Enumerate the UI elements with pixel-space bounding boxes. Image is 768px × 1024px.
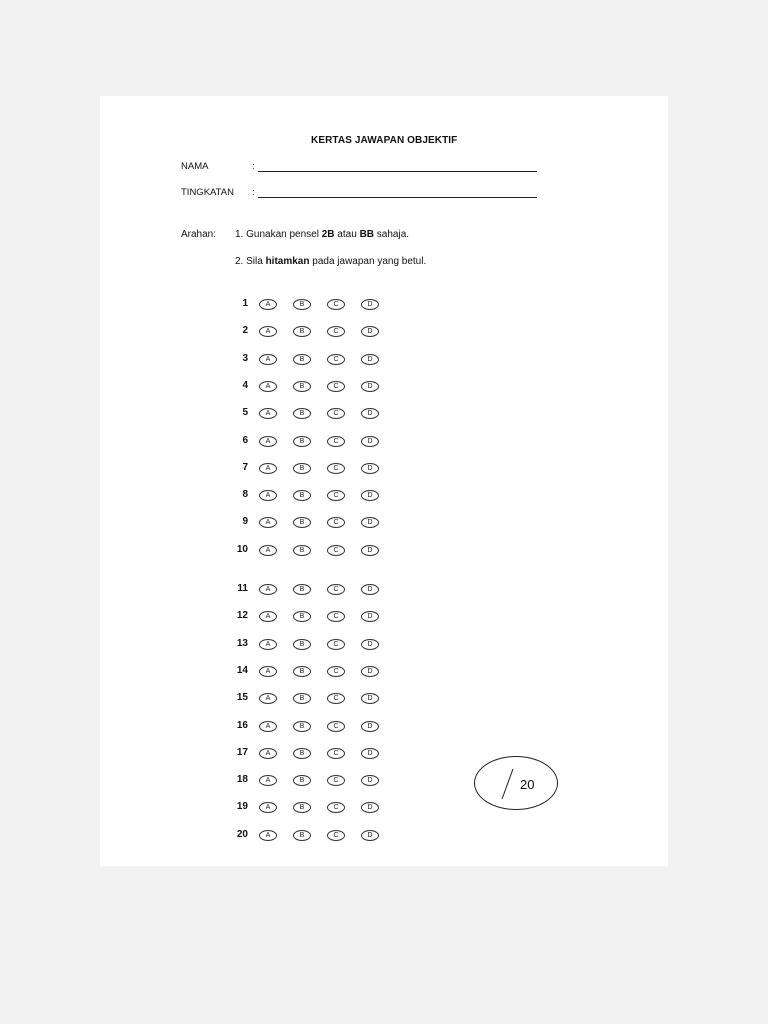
question-number: 4 [242, 380, 248, 391]
answer-bubble-d[interactable]: D [361, 354, 379, 365]
question-row [226, 828, 396, 842]
question-number: 8 [242, 489, 248, 500]
answer-bubble-c[interactable]: C [327, 299, 345, 310]
score-oval [474, 756, 558, 810]
answer-bubble-b[interactable]: B [293, 381, 311, 392]
question-row [226, 488, 396, 502]
question-row [226, 773, 396, 787]
question-number: 14 [236, 665, 248, 676]
instruction-2: 2. Sila hitamkan pada jawapan yang betul. [235, 256, 427, 267]
answer-bubble-c[interactable]: C [327, 584, 345, 595]
answer-bubble-b[interactable]: B [293, 775, 311, 786]
answer-bubble-d[interactable]: D [361, 299, 379, 310]
answer-bubble-c[interactable]: C [327, 748, 345, 759]
answer-bubble-d[interactable]: D [361, 545, 379, 556]
answer-bubble-c[interactable]: C [327, 436, 345, 447]
question-row [226, 719, 396, 733]
answer-bubble-b[interactable]: B [293, 408, 311, 419]
answer-bubble-d[interactable]: D [361, 748, 379, 759]
answer-bubble-b[interactable]: B [293, 611, 311, 622]
answer-bubble-b[interactable]: B [293, 517, 311, 528]
answer-bubble-b[interactable]: B [293, 693, 311, 704]
answer-bubble-b[interactable]: B [293, 639, 311, 650]
question-number: 16 [236, 720, 248, 731]
answer-bubble-d[interactable]: D [361, 463, 379, 474]
question-row [226, 406, 396, 420]
question-row [226, 352, 396, 366]
answer-bubble-b[interactable]: B [293, 436, 311, 447]
answer-bubble-a[interactable]: A [259, 408, 277, 419]
answer-bubble-b[interactable]: B [293, 326, 311, 337]
answer-bubble-a[interactable]: A [259, 381, 277, 392]
answer-bubble-b[interactable]: B [293, 666, 311, 677]
form-colon: : [252, 187, 255, 198]
answer-bubble-b[interactable]: B [293, 354, 311, 365]
answer-bubble-c[interactable]: C [327, 408, 345, 419]
answer-bubble-d[interactable]: D [361, 639, 379, 650]
answer-bubble-c[interactable]: C [327, 775, 345, 786]
question-row [226, 609, 396, 623]
answer-bubble-d[interactable]: D [361, 517, 379, 528]
question-number: 18 [236, 774, 248, 785]
answer-bubble-d[interactable]: D [361, 830, 379, 841]
question-row [226, 461, 396, 475]
answer-bubble-a[interactable]: A [259, 545, 277, 556]
answer-bubble-b[interactable]: B [293, 584, 311, 595]
question-number: 15 [236, 692, 248, 703]
answer-bubble-c[interactable]: C [327, 490, 345, 501]
question-number: 7 [242, 462, 248, 473]
question-row [226, 515, 396, 529]
form-label: TINGKATAN [181, 187, 234, 198]
instruction-1: 1. Gunakan pensel 2B atau BB sahaja. [235, 229, 410, 240]
answer-bubble-b[interactable]: B [293, 830, 311, 841]
question-number: 17 [236, 747, 248, 758]
answer-bubble-d[interactable]: D [361, 584, 379, 595]
answer-bubble-a[interactable]: A [259, 299, 277, 310]
answer-bubble-a[interactable]: A [259, 490, 277, 501]
question-row [226, 691, 396, 705]
question-number: 11 [237, 583, 248, 594]
answer-bubble-a[interactable]: A [259, 802, 277, 813]
answer-bubble-c[interactable]: C [327, 463, 345, 474]
answer-bubble-a[interactable]: A [259, 463, 277, 474]
question-number: 3 [242, 353, 248, 364]
answer-bubble-a[interactable]: A [259, 721, 277, 732]
answer-bubble-b[interactable]: B [293, 545, 311, 556]
answer-bubble-d[interactable]: D [361, 775, 379, 786]
answer-bubble-a[interactable]: A [259, 639, 277, 650]
answer-bubble-a[interactable]: A [259, 354, 277, 365]
answer-bubble-c[interactable]: C [327, 611, 345, 622]
answer-bubble-c[interactable]: C [327, 802, 345, 813]
answer-bubble-c[interactable]: C [327, 326, 345, 337]
name-label: NAMA [181, 161, 209, 172]
answer-bubble-a[interactable]: A [259, 611, 277, 622]
answer-bubble-d[interactable]: D [361, 802, 379, 813]
answer-bubble-a[interactable]: A [259, 830, 277, 841]
question-number: 9 [242, 516, 248, 527]
question-number: 10 [236, 544, 248, 555]
question-number: 6 [242, 435, 248, 446]
sheet-title: KERTAS JAWAPAN OBJEKTIF [311, 135, 458, 146]
question-number: 1 [242, 298, 248, 309]
question-row [226, 379, 396, 393]
answer-bubble-c[interactable]: C [327, 354, 345, 365]
question-row [226, 324, 396, 338]
answer-bubble-b[interactable]: B [293, 299, 311, 310]
question-number: 13 [236, 638, 248, 649]
question-row [226, 434, 396, 448]
question-row [226, 800, 396, 814]
answer-bubble-a[interactable]: A [259, 693, 277, 704]
answer-bubble-c[interactable]: C [327, 830, 345, 841]
answer-bubble-c[interactable]: C [327, 721, 345, 732]
form-field[interactable] [258, 197, 537, 198]
instructions-label: Arahan: [181, 229, 217, 240]
question-number: 5 [242, 407, 248, 418]
answer-bubble-c[interactable]: C [327, 381, 345, 392]
answer-bubble-d[interactable]: D [361, 490, 379, 501]
answer-bubble-d[interactable]: D [361, 721, 379, 732]
question-number: 20 [236, 829, 248, 840]
answer-bubble-a[interactable]: A [259, 436, 277, 447]
answer-bubble-c[interactable]: C [327, 545, 345, 556]
answer-bubble-c[interactable]: C [327, 666, 345, 677]
answer-bubble-d[interactable]: D [361, 611, 379, 622]
answer-bubble-c[interactable]: C [327, 639, 345, 650]
answer-bubble-a[interactable]: A [259, 517, 277, 528]
answer-bubble-d[interactable]: D [361, 693, 379, 704]
question-row [226, 582, 396, 596]
name-colon: : [252, 161, 255, 172]
answer-bubble-b[interactable]: B [293, 463, 311, 474]
answer-bubble-b[interactable]: B [293, 802, 311, 813]
answer-bubble-c[interactable]: C [327, 693, 345, 704]
answer-bubble-a[interactable]: A [259, 666, 277, 677]
answer-bubble-c[interactable]: C [327, 517, 345, 528]
score-total: 20 [520, 777, 535, 792]
answer-bubble-d[interactable]: D [361, 666, 379, 677]
answer-bubble-b[interactable]: B [293, 721, 311, 732]
answer-bubble-a[interactable]: A [259, 584, 277, 595]
answer-bubble-d[interactable]: D [361, 408, 379, 419]
question-row [226, 664, 396, 678]
question-row [226, 297, 396, 311]
answer-bubble-b[interactable]: B [293, 748, 311, 759]
question-row [226, 637, 396, 651]
name-field[interactable] [258, 171, 537, 172]
answer-bubble-a[interactable]: A [259, 326, 277, 337]
question-number: 2 [242, 325, 248, 336]
question-number: 19 [236, 801, 248, 812]
question-number: 12 [236, 610, 248, 621]
answer-bubble-d[interactable]: D [361, 326, 379, 337]
answer-bubble-d[interactable]: D [361, 381, 379, 392]
answer-bubble-b[interactable]: B [293, 490, 311, 501]
question-row [226, 543, 396, 557]
question-row [226, 746, 396, 760]
answer-bubble-d[interactable]: D [361, 436, 379, 447]
answer-bubble-a[interactable]: A [259, 748, 277, 759]
answer-bubble-a[interactable]: A [259, 775, 277, 786]
